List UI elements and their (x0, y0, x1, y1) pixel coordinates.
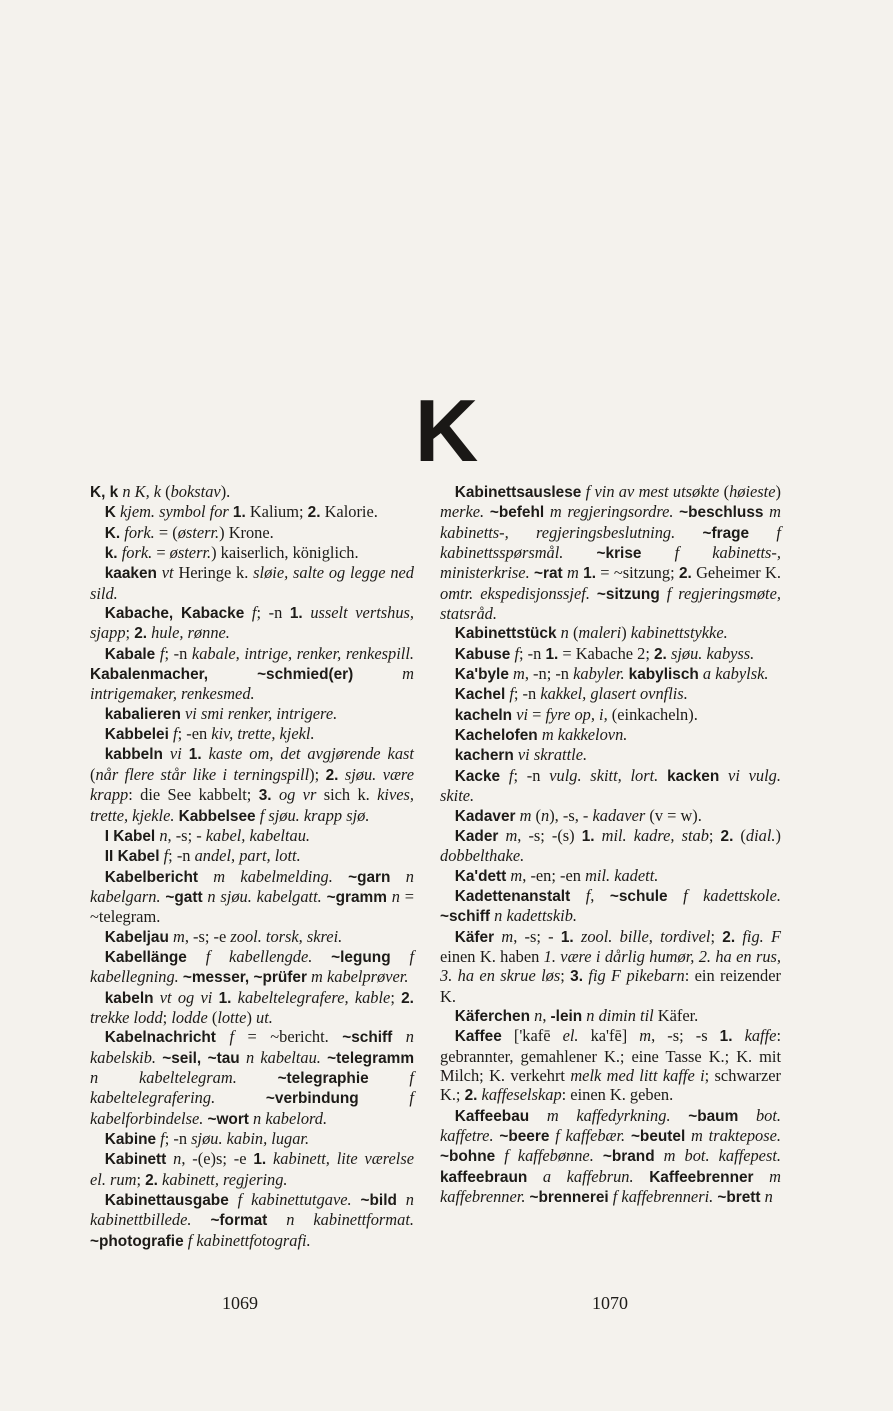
dictionary-entry: II Kabel f; -n andel, part, lott. (104, 846, 301, 866)
dictionary-entry: kaaken vt Heringe k. sløie, salte og legge ned sild. (90, 563, 414, 603)
right-column (440, 482, 781, 1207)
dictionary-entry: Kabelnachricht f = ~bericht. ~schiff n kabelskib. ~seil, ~tau n kabeltau. ~telegramm n kabeltelegram. ~telegraphie f kabeltelegrafering. ~verbindung f kabelforbindelse. ~wort n kabelord. (90, 1027, 414, 1128)
dictionary-entry: K, k n K, k (bokstav). (90, 482, 231, 501)
dictionary-entry: Kabine f; -n sjøu. kabin, lugar. (104, 1129, 310, 1148)
dictionary-entry: Kader m, -s; -(s) 1. mil. kadre, stab; 2. (dial.) dobbelthake. (440, 825, 781, 866)
dictionary-entry: Kabale f; -n kabale, intrige, renker, renkespill. Kabalenmacher, ~schmied(er) m intrigemaker, renkesmed. (90, 643, 414, 704)
dictionary-entry: Kabeljau m, -s; -e zool. torsk, skrei. (104, 926, 343, 946)
page-number-left: 1069 (222, 1293, 258, 1313)
dictionary-entry: Kabbelei f; -en kiv, trette, kjekl. (104, 724, 315, 744)
dictionary-entry: kachern vi skrattle. (454, 745, 588, 765)
dictionary-entry: Käferchen n, -lein n dimin til Käfer. (454, 1005, 699, 1025)
dictionary-entry: I Kabel n, -s; - kabel, kabeltau. (104, 825, 311, 845)
dictionary-entry: k. fork. = østerr.) kaiserlich, königlich. (104, 543, 359, 563)
dictionary-entry: Kabinettausgabe f kabinettutgave. ~bild n kabinettbillede. ~format n kabinettformat. ~photografie f kabinettfotografi. (90, 1190, 414, 1250)
section-letter-heading: K (414, 381, 479, 480)
left-column (90, 482, 414, 1251)
page-number-right: 1070 (592, 1293, 628, 1313)
dictionary-entry: Kabinettsauslese f vin av mest utsøkte (høieste) merke. ~befehl m regjeringsordre. ~beschluss m kabinetts-, regjeringsbeslutning. ~frage f kabinettsspørsmål. ~krise f kabinetts-, ministerkrise. ~rat m 1. = ~sitzung; 2. Geheimer K. omtr. ekspedisjonssjef. ~sitzung f regjeringsmøte, statsråd. (440, 482, 781, 624)
dictionary-entry: kabalieren vi smi renker, intrigere. (104, 703, 338, 723)
dictionary-entry: kabeln vt og vi 1. kabeltelegrafere, kable; 2. trekke lodd; lodde (lotte) ut. (90, 987, 414, 1027)
dictionary-entry: Kabinett n, -(e)s; -e 1. kabinett, lite værelse el. rum; 2. kabinett, regjering. (90, 1149, 414, 1189)
dictionary-entry: Kabelbericht m kabelmelding. ~garn n kabelgarn. ~gatt n sjøu. kabelgatt. ~gramm n = ~telegram. (90, 866, 414, 927)
dictionary-entry: kabbeln vi 1. kaste om, det avgjørende kast (når flere står like i terningspill); 2. sjøu. være krapp: die See kabbelt; 3. og vr sich k. kives, trette, kjekle. Kabbelsee f sjøu. krapp sjø. (90, 744, 414, 825)
dictionary-entry: Ka'byle m, -n; -n kabyler. kabylisch a kabylsk. (454, 664, 769, 684)
dictionary-entry: Kabache, Kabacke f; -n 1. usselt vertshus, sjapp; 2. hule, rønne. (90, 603, 414, 643)
dictionary-entry: Kaffee ['kafē el. ka'fē] m, -s; -s 1. kaffe: gebrannter, gemahlener K.; eine Tasse K.; K. mit Milch; K. verkehrt melk med litt kaffe i; schwarzer K.; 2. kaffeselskap: einen K. geben. (440, 1026, 781, 1105)
dictionary-entry: kacheln vi = fyre op, i, (einkacheln). (454, 704, 698, 724)
dictionary-entry: K kjem. symbol for 1. Kalium; 2. Kalorie. (104, 502, 378, 522)
dictionary-entry: Kabinettstück n (maleri) kabinettstykke. (454, 623, 728, 643)
dictionary-entry: Kabuse f; -n 1. = Kabache 2; 2. sjøu. kabyss. (454, 643, 755, 663)
dictionary-entry: Kadaver m (n), -s, - kadaver (v = w). (454, 805, 702, 825)
dictionary-entry: Kachel f; -n kakkel, glasert ovnflis. (454, 684, 688, 704)
dictionary-entry: Kabellänge f kabellengde. ~legung f kabellegning. ~messer, ~prüfer m kabelprøver. (90, 946, 414, 987)
dictionary-entry: Kadettenanstalt f, ~schule f kadettskole. ~schiff n kadettskib. (440, 885, 781, 926)
dictionary-entry: Ka'dett m, -en; -en mil. kadett. (454, 865, 659, 885)
dictionary-entry: Kaffeebau m kaffedyrkning. ~baum bot. kaffetre. ~beere f kaffebær. ~beutel m traktepose. ~bohne f kaffebønne. ~brand m bot. kaffepest. kaffeebraun a kaffebrun. Kaffeebrenner m kaffebrenner. ~brennerei f kaffebrenneri. ~brett n (440, 1105, 782, 1207)
dictionary-entry: Käfer m, -s; - 1. zool. bille, tordivel; 2. fig. F einen K. haben 1. være i dårlig humør, 2. ha en rus, 3. ha en skrue løs; 3. fig F pikebarn: ein reizender K. (440, 926, 782, 1006)
dictionary-entry: K. fork. = (østerr.) Krone. (104, 522, 274, 542)
dictionary-entry: Kachelofen m kakkelovn. (454, 725, 628, 745)
dictionary-entry: Kacke f; -n vulg. skitt, lort. kacken vi vulg. skite. (440, 765, 781, 806)
